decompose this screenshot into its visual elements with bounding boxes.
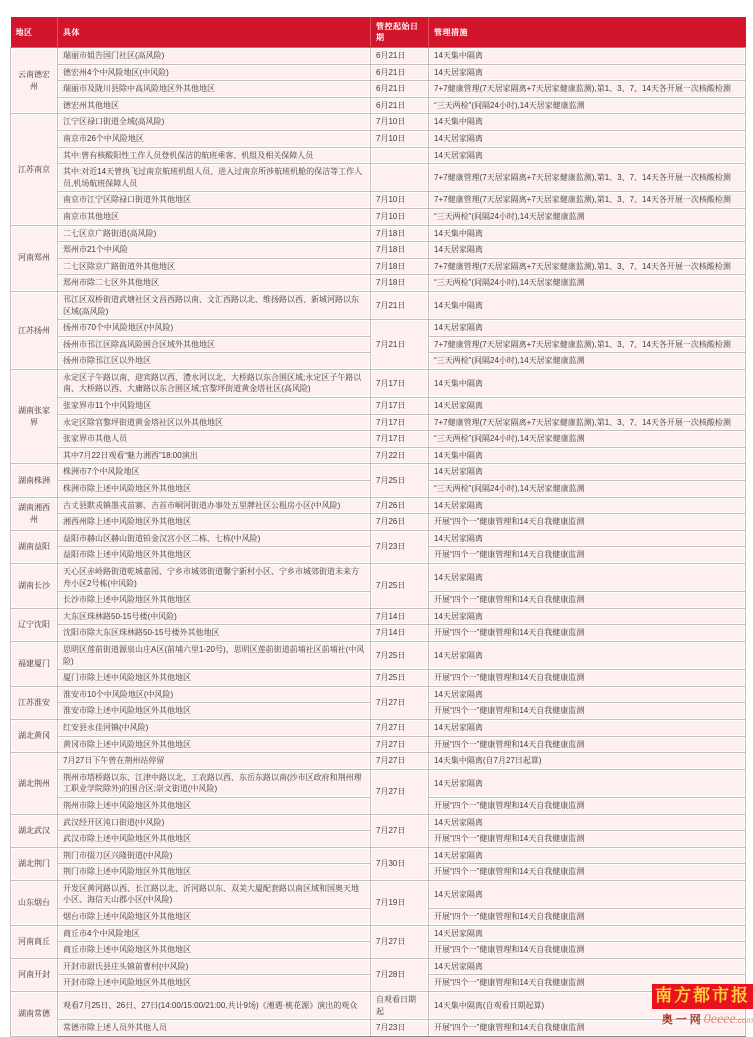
specific-cell: 二七区除京广路街道外其他地区 xyxy=(58,258,371,275)
measure-cell: 开展“四个一”健康管理和14天自我健康监测 xyxy=(429,703,746,720)
table-row xyxy=(11,258,746,275)
measure-cell: 14天集中隔离(自7月27日起算) xyxy=(429,753,746,770)
specific-cell: 南京市其他地区 xyxy=(58,208,371,225)
measure-cell: 开展“四个一”健康管理和14天自我健康监测 xyxy=(429,864,746,881)
specific-cell: 思明区莲前街道源泉山庄A区(前埔六里1-20号)、思明区莲前街道前埔社区前埔社(中风险) xyxy=(58,641,371,669)
site-domain: 0eeee xyxy=(703,1012,736,1028)
start-date-cell: 7月18日 xyxy=(371,242,429,259)
table-row xyxy=(11,608,746,625)
start-date-cell: 7月27日 xyxy=(371,769,429,814)
specific-cell: 大东区珠林路50-15号楼(中风险) xyxy=(58,608,371,625)
specific-cell: 南京市26个中风险地区 xyxy=(58,130,371,147)
specific-cell: 黄冈市除上述中风险地区外其他地区 xyxy=(58,736,371,753)
table-row xyxy=(11,48,746,65)
measure-cell: 7+7健康管理(7天居家隔离+7天居家健康监测),第1、3、7、14天各开展一次核酸检测 xyxy=(429,414,746,431)
table-row xyxy=(11,275,746,292)
start-date-cell: 7月19日 xyxy=(371,880,429,925)
measure-cell: 14天集中隔离 xyxy=(429,225,746,242)
start-date-cell: 7月17日 xyxy=(371,431,429,448)
measure-cell: “三天两检”(间隔24小时),14天居家健康监测 xyxy=(429,431,746,448)
newspaper-name: 南方都市报 xyxy=(655,986,750,1005)
measure-cell: “三天两检”(间隔24小时),14天居家健康监测 xyxy=(429,275,746,292)
specific-cell: 邗江区双桥街道武塘社区文昌西路以南、文汇西路以北、维扬路以西、新城河路以东区域(高风险) xyxy=(58,291,371,319)
site-watermark xyxy=(652,1010,753,1028)
start-date-cell: 7月27日 xyxy=(371,753,429,770)
start-date-cell: 7月23日 xyxy=(371,1020,429,1037)
table-row xyxy=(11,847,746,864)
table-row xyxy=(11,958,746,975)
specific-cell: 扬州市70个中风险地区(中风险) xyxy=(58,320,371,337)
table-row xyxy=(11,81,746,98)
start-date-cell: 7月23日 xyxy=(371,530,429,563)
specific-cell: 红安县永佳河镇(中风险) xyxy=(58,719,371,736)
region-cell: 江苏淮安 xyxy=(11,686,58,719)
table-row xyxy=(11,164,746,192)
start-date-cell: 7月10日 xyxy=(371,130,429,147)
column-header-region: 地区 xyxy=(11,17,58,48)
table-row xyxy=(11,431,746,448)
measure-cell: 开展“四个一”健康管理和14天自我健康监测 xyxy=(429,514,746,531)
specific-cell: 永定区子午路以南、迎宾路以西、澧水河以北、大桥路以东合围区域;永定区子午路以南、大桥路以西、大庸路以东合围区域;官黎坪街道黄金塔社区(高风险) xyxy=(58,369,371,397)
specific-cell: 荆门市掇刀区兴隆街道(中风险) xyxy=(58,847,371,864)
specific-cell: 郑州市除二七区外其他地区 xyxy=(58,275,371,292)
specific-cell: 株洲市7个中风险地区 xyxy=(58,464,371,481)
region-cell: 湖南益阳 xyxy=(11,530,58,563)
measure-cell: 14天居家隔离 xyxy=(429,847,746,864)
start-date-cell: 7月18日 xyxy=(371,258,429,275)
region-cell: 湖北武汉 xyxy=(11,814,58,847)
table-row xyxy=(11,530,746,547)
table-row xyxy=(11,880,746,908)
specific-cell: 瑞丽市及陇川县除中高风险地区外其他地区 xyxy=(58,81,371,98)
specific-cell: 其中:对近14天曾执飞过南京航班机组人员、进入过南京所涉航班机舱的保洁等工作人员,机场航班保障人员 xyxy=(58,164,371,192)
start-date-cell xyxy=(371,147,429,164)
measure-cell: 14天集中隔离 xyxy=(429,447,746,464)
table-row xyxy=(11,625,746,642)
measure-cell: “三天两检”(间隔24小时),14天居家健康监测 xyxy=(429,208,746,225)
start-date-cell: 7月18日 xyxy=(371,275,429,292)
table-row xyxy=(11,753,746,770)
specific-cell: 南京市江宁区除禄口街道外其他地区 xyxy=(58,192,371,209)
specific-cell: 张家界市11个中风险地区 xyxy=(58,398,371,415)
measure-cell: 14天居家隔离 xyxy=(429,880,746,908)
measure-cell: 14天居家隔离 xyxy=(429,608,746,625)
measure-cell: 开展“四个一”健康管理和14天自我健康监测 xyxy=(429,547,746,564)
header-row xyxy=(11,17,746,48)
table-row xyxy=(11,641,746,669)
table-row xyxy=(11,497,746,514)
start-date-cell: 6月21日 xyxy=(371,97,429,114)
measure-cell: 14天居家隔离 xyxy=(429,464,746,481)
table-row xyxy=(11,719,746,736)
measure-cell: 14天集中隔离 xyxy=(429,369,746,397)
measure-cell: 7+7健康管理(7天居家隔离+7天居家健康监测),第1、3、7、14天各开展一次核酸检测 xyxy=(429,164,746,192)
measure-cell: 14天居家隔离 xyxy=(429,958,746,975)
measure-cell: 14天居家隔离 xyxy=(429,769,746,797)
region-cell: 河南开封 xyxy=(11,958,58,991)
start-date-cell: 7月17日 xyxy=(371,414,429,431)
start-date-cell: 7月10日 xyxy=(371,192,429,209)
site-name: 奥一网 xyxy=(661,1014,704,1027)
start-date-cell: 7月14日 xyxy=(371,625,429,642)
specific-cell: 荆州市除上述中风险地区外其他地区 xyxy=(58,797,371,814)
start-date-cell: 6月21日 xyxy=(371,64,429,81)
specific-cell: 开封市尉氏县庄头镇前曹村(中风险) xyxy=(58,958,371,975)
measure-cell: 14天居家隔离 xyxy=(429,130,746,147)
start-date-cell: 7月25日 xyxy=(371,464,429,497)
specific-cell: 沈阳市除大东区珠林路50-15号楼外其他地区 xyxy=(58,625,371,642)
table-row xyxy=(11,242,746,259)
measure-cell: 14天居家隔离 xyxy=(429,320,746,337)
specific-cell: 张家界市其他人员 xyxy=(58,431,371,448)
specific-cell: 烟台市除上述中风险地区外其他地区 xyxy=(58,909,371,926)
specific-cell: 武汉经开区沌口街道(中风险) xyxy=(58,814,371,831)
start-date-cell: 7月26日 xyxy=(371,514,429,531)
start-date-cell: 7月25日 xyxy=(371,564,429,609)
region-cell: 山东烟台 xyxy=(11,880,58,925)
start-date-cell: 自观看日期起 xyxy=(371,992,429,1020)
specific-cell: 淮安市除上述中风险地区外其他地区 xyxy=(58,703,371,720)
measure-cell: 开展“四个一”健康管理和14天自我健康监测 xyxy=(429,975,746,992)
measure-cell: 14天集中隔离(自观看日期起算) xyxy=(429,992,746,1020)
table-row xyxy=(11,192,746,209)
region-cell: 湖北荆门 xyxy=(11,847,58,880)
region-cell: 河南商丘 xyxy=(11,925,58,958)
table-row xyxy=(11,414,746,431)
table-row xyxy=(11,564,746,592)
region-cell: 湖北荆州 xyxy=(11,753,58,814)
measure-cell: 14天集中隔离 xyxy=(429,48,746,65)
control-measures-table xyxy=(10,17,746,1037)
column-header-measures: 管理措施 xyxy=(429,17,746,48)
specific-cell: 7月27日下午曾在荆州站停留 xyxy=(58,753,371,770)
specific-cell: 益阳市除上述中风险地区外其他地区 xyxy=(58,547,371,564)
start-date-cell: 7月27日 xyxy=(371,736,429,753)
specific-cell: 其中7月22日观看“魅力湘西”18:00演出 xyxy=(58,447,371,464)
specific-cell: 古丈县默戎镇墨戎苗寨、吉首市峒河街道办事处五里牌社区公租房小区(中风险) xyxy=(58,497,371,514)
region-cell: 湖北黄冈 xyxy=(11,719,58,752)
table-row xyxy=(11,320,746,337)
measure-cell: 14天居家隔离 xyxy=(429,814,746,831)
region-cell: 湖南长沙 xyxy=(11,564,58,609)
table-row xyxy=(11,130,746,147)
table-row xyxy=(11,686,746,703)
specific-cell: 扬州市除邗江区以外地区 xyxy=(58,353,371,370)
start-date-cell: 7月27日 xyxy=(371,814,429,847)
table-row xyxy=(11,114,746,131)
table-row xyxy=(11,398,746,415)
measure-cell: 开展“四个一”健康管理和14天自我健康监测 xyxy=(429,909,746,926)
region-cell: 辽宁沈阳 xyxy=(11,608,58,641)
measure-cell: 14天居家隔离 xyxy=(429,925,746,942)
start-date-cell: 7月21日 xyxy=(371,291,429,319)
specific-cell: 厦门市除上述中风险地区外其他地区 xyxy=(58,670,371,687)
specific-cell: 荆门市除上述中风险地区外其他地区 xyxy=(58,864,371,881)
table-row xyxy=(11,670,746,687)
measure-cell: 14天居家隔离 xyxy=(429,398,746,415)
start-date-cell: 7月21日 xyxy=(371,320,429,370)
start-date-cell: 7月26日 xyxy=(371,497,429,514)
table-row xyxy=(11,769,746,797)
start-date-cell: 6月21日 xyxy=(371,48,429,65)
specific-cell: 观看7月25日、26日、27日(14:00/15:00/21:00,共计9场)《湘遇·桃花源》演出的观众 xyxy=(58,992,371,1020)
table-row xyxy=(11,736,746,753)
specific-cell: 荆州市塔桥路以东、江津中路以北、工农路以西、东岳东路以南(沙市区政府和荆州理工职业学院除外)的围合区;崇文街道(中风险) xyxy=(58,769,371,797)
column-header-start-date: 管控起始日期 xyxy=(371,17,429,48)
specific-cell: 长沙市除上述中风险地区外其他地区 xyxy=(58,592,371,609)
table-row xyxy=(11,208,746,225)
region-cell: 江苏南京 xyxy=(11,114,58,225)
measure-cell: 14天居家隔离 xyxy=(429,686,746,703)
table-row xyxy=(11,514,746,531)
measure-cell: 7+7健康管理(7天居家隔离+7天居家健康监测),第1、3、7、14天各开展一次核酸检测 xyxy=(429,192,746,209)
specific-cell: 扬州市邗江区除高风险围合区域外其他地区 xyxy=(58,336,371,353)
specific-cell: 其中:曾有核酸阳性工作人员登机保洁的航班乘客、机组及相关保障人员 xyxy=(58,147,371,164)
measure-cell: 14天居家隔离 xyxy=(429,641,746,669)
measure-cell: 开展“四个一”健康管理和14天自我健康监测 xyxy=(429,1020,746,1037)
specific-cell: 湘西州除上述中风险地区外其他地区 xyxy=(58,514,371,531)
region-cell: 湖南株洲 xyxy=(11,464,58,497)
specific-cell: 武汉市除上述中风险地区外其他地区 xyxy=(58,831,371,848)
table-row xyxy=(11,147,746,164)
table-header xyxy=(11,17,746,48)
region-cell: 河南郑州 xyxy=(11,225,58,291)
start-date-cell xyxy=(371,164,429,192)
start-date-cell: 7月27日 xyxy=(371,686,429,719)
table-row xyxy=(11,464,746,481)
region-cell: 江苏扬州 xyxy=(11,291,58,369)
start-date-cell: 7月10日 xyxy=(371,114,429,131)
measure-cell: 开展“四个一”健康管理和14天自我健康监测 xyxy=(429,736,746,753)
nandu-logo xyxy=(652,984,753,1028)
measure-cell: “三天两检”(间隔24小时),14天居家健康监测 xyxy=(429,97,746,114)
newspaper-logo-box xyxy=(652,984,753,1009)
specific-cell: 瑞丽市姐告国门社区(高风险) xyxy=(58,48,371,65)
measure-cell: 14天居家隔离 xyxy=(429,719,746,736)
table-row xyxy=(11,925,746,942)
start-date-cell: 7月17日 xyxy=(371,369,429,397)
region-cell: 福建厦门 xyxy=(11,641,58,686)
start-date-cell: 7月28日 xyxy=(371,958,429,991)
measure-cell: 开展“四个一”健康管理和14天自我健康监测 xyxy=(429,797,746,814)
start-date-cell: 7月18日 xyxy=(371,225,429,242)
measure-cell: 14天居家隔离 xyxy=(429,497,746,514)
specific-cell: 二七区京广路街道(高风险) xyxy=(58,225,371,242)
region-cell: 云南德宏州 xyxy=(11,48,58,114)
table-row xyxy=(11,291,746,319)
specific-cell: 天心区赤岭路街道乾城嘉园、宁乡市城郊街道馨宁新村小区、宁乡市城郊街道未来方舟小区2号栋(中风险) xyxy=(58,564,371,592)
start-date-cell: 7月27日 xyxy=(371,925,429,958)
column-header-specific: 具体 xyxy=(58,17,371,48)
measure-cell: 14天居家隔离 xyxy=(429,147,746,164)
measure-cell: 开展“四个一”健康管理和14天自我健康监测 xyxy=(429,831,746,848)
table-row xyxy=(11,97,746,114)
measure-cell: 14天居家隔离 xyxy=(429,530,746,547)
table-row xyxy=(11,447,746,464)
start-date-cell: 7月10日 xyxy=(371,208,429,225)
specific-cell: 益阳市赫山区赫山街道铂金汉宫小区二栋、七栋(中风险) xyxy=(58,530,371,547)
specific-cell: 淮安市10个中风险地区(中风险) xyxy=(58,686,371,703)
measure-cell: 开展“四个一”健康管理和14天自我健康监测 xyxy=(429,670,746,687)
site-tld: .com xyxy=(735,1016,753,1026)
region-cell: 湖南张家界 xyxy=(11,369,58,464)
measure-cell: 7+7健康管理(7天居家隔离+7天居家健康监测),第1、3、7、14天各开展一次核酸检测 xyxy=(429,81,746,98)
specific-cell: 株洲市除上述中风险地区外其他地区 xyxy=(58,481,371,498)
start-date-cell: 7月22日 xyxy=(371,447,429,464)
start-date-cell: 7月25日 xyxy=(371,641,429,669)
measure-cell: 14天集中隔离 xyxy=(429,291,746,319)
measure-cell: 14天居家隔离 xyxy=(429,564,746,592)
table-row xyxy=(11,369,746,397)
measure-cell: “三天两检”(间隔24小时),14天居家健康监测 xyxy=(429,481,746,498)
specific-cell: 常德市除上述人员外其他人员 xyxy=(58,1020,371,1037)
measure-cell: 14天居家隔离 xyxy=(429,64,746,81)
specific-cell: 德宏州其他地区 xyxy=(58,97,371,114)
specific-cell: 江宁区禄口街道全域(高风险) xyxy=(58,114,371,131)
start-date-cell: 7月14日 xyxy=(371,608,429,625)
table-row xyxy=(11,64,746,81)
measure-cell: 7+7健康管理(7天居家隔离+7天居家健康监测),第1、3、7、14天各开展一次核酸检测 xyxy=(429,336,746,353)
specific-cell: 德宏州4个中风险地区(中风险) xyxy=(58,64,371,81)
table-body xyxy=(11,48,746,1037)
start-date-cell: 6月21日 xyxy=(371,81,429,98)
measure-cell: “三天两检”(间隔24小时),14天居家健康监测 xyxy=(429,353,746,370)
region-cell: 湖南湘西州 xyxy=(11,497,58,530)
table-row xyxy=(11,992,746,1020)
control-measures-table-wrap xyxy=(10,17,745,1037)
start-date-cell: 7月27日 xyxy=(371,719,429,736)
specific-cell: 永定区除官黎坪街道黄金塔社区以外其他地区 xyxy=(58,414,371,431)
start-date-cell: 7月30日 xyxy=(371,847,429,880)
measure-cell: 7+7健康管理(7天居家隔离+7天居家健康监测),第1、3、7、14天各开展一次核酸检测 xyxy=(429,258,746,275)
table-row xyxy=(11,225,746,242)
start-date-cell: 7月17日 xyxy=(371,398,429,415)
measure-cell: 开展“四个一”健康管理和14天自我健康监测 xyxy=(429,625,746,642)
specific-cell: 开发区黄河路以西、长江路以北、沂河路以东、双美大厦配套路以南区域和国奥天地小区、海信天山郡小区(中风险) xyxy=(58,880,371,908)
measure-cell: 14天居家隔离 xyxy=(429,242,746,259)
region-cell: 湖南常德 xyxy=(11,992,58,1037)
specific-cell: 商丘市除上述中风险地区外其他地区 xyxy=(58,942,371,959)
specific-cell: 郑州市21个中风险 xyxy=(58,242,371,259)
start-date-cell: 7月25日 xyxy=(371,670,429,687)
measure-cell: 开展“四个一”健康管理和14天自我健康监测 xyxy=(429,592,746,609)
specific-cell: 商丘市4个中风险地区 xyxy=(58,925,371,942)
measure-cell: 开展“四个一”健康管理和14天自我健康监测 xyxy=(429,942,746,959)
specific-cell: 开封市除上述中风险地区外其他地区 xyxy=(58,975,371,992)
table-row xyxy=(11,814,746,831)
measure-cell: 14天集中隔离 xyxy=(429,114,746,131)
